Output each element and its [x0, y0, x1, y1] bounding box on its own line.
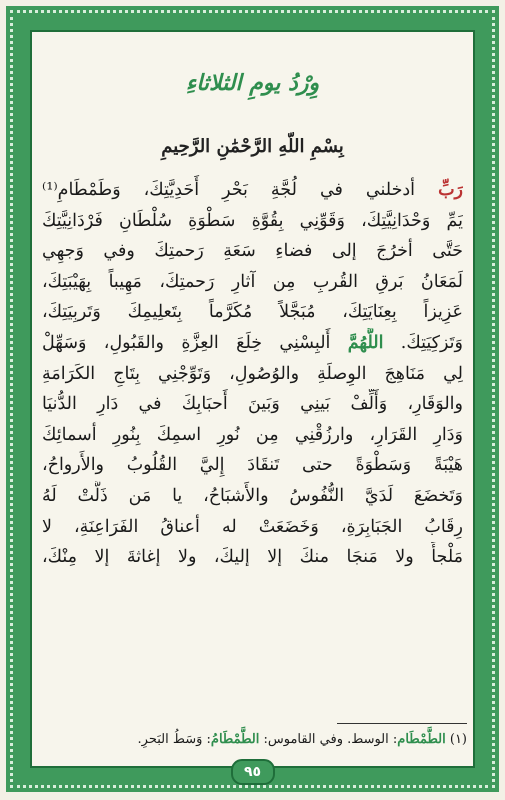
- text-line: [42, 297, 463, 328]
- text-line: [42, 481, 463, 512]
- footnote-term: الطَّمْطَام: [397, 732, 446, 747]
- text-line: [42, 389, 463, 420]
- text-line: [42, 359, 463, 390]
- highlighted-word: اللَّهُمَّ: [347, 332, 384, 353]
- footnote-text-2: : وَسَطُ البَحرِ.: [137, 732, 211, 747]
- footnote-term-2: الطَّمْطَامُ: [210, 732, 260, 747]
- text-line: [42, 267, 463, 298]
- page-content: [38, 38, 467, 756]
- text-segment: وَتَزكِيَتِكَ.: [383, 332, 463, 353]
- page-number: ٩٥: [231, 759, 275, 785]
- text-segment: وَدَارِ القَرَارِ، وارزُقْنِي مِن نُورِ اسمِكَ بِنُورِ أسمائِكَ: [42, 424, 463, 445]
- text-segment: يَمِّ وَحْدَانِيَّتِكَ، وَقَوِّنِي بِقُوَّةِ سَطْوَةِ سُلْطَانِ فَرْدَانِيَّتِكَ: [42, 210, 463, 231]
- text-segment: لَمَعَانُ بَرقِ القُربِ مِن آثارِ رَحمتِكَ، مَهِيباً بِهَيْبَتِكَ،: [42, 271, 463, 292]
- basmala: بِسْمِ اللّهِ الرَّحْمَٰنِ الرَّحِيمِ: [161, 136, 344, 157]
- text-segment: أَلبِسْنِي خِلَعَ العِزَّةِ والقَبُولِ، وَسَهِّلْ: [42, 332, 348, 353]
- page-title: وِرْدُ يومِ الثلاثاءِ: [185, 70, 320, 96]
- text-segment: والوَقَارِ، وَأَلِّفْ بَينِي وَبَينَ أَحبَابِكَ في دَارِ الدُّنيَا: [42, 394, 463, 415]
- text-segment: وَتَخضَعَ لَدَيَّ النُّفُوسُ والأَشبَاحُ، يا مَن ذَلَّتْ لَهُ: [42, 485, 463, 506]
- footnote-text: : الوسط. وفي القاموس:: [259, 732, 398, 747]
- text-line: [42, 175, 463, 206]
- text-line: [42, 450, 463, 481]
- text-segment: رِقَابُ الجَبَابِرَةِ، وَخَضَعَتْ له أعناقُ الفَرَاعِنَةِ، لا: [42, 516, 463, 537]
- text-segment: عَزِيزاً بِعِنَايَتِكَ، مُبَجَّلاً مُكَرَّماً بِتَعلِيمِكَ وَتَربِيَتِكَ،: [42, 302, 463, 323]
- text-segment: أدخلني في لُجَّةِ بَحْرِ أَحَدِيَّتِكَ، وَطَمْطَامِ⁽¹⁾: [42, 180, 439, 200]
- footnote: [38, 732, 467, 747]
- text-line: [42, 328, 463, 359]
- text-line: [42, 420, 463, 451]
- text-line: [42, 206, 463, 237]
- text-line: [42, 512, 463, 543]
- text-segment: هَيْبَةً وَسَطْوَةً حتى تَنقَادَ إِليَّ القُلُوبُ والأَرواحُ،: [42, 455, 463, 476]
- text-segment: مَلْجأَ ولا مَنجَا منكَ إلا إليكَ، ولا إغاثةَ إلا مِنْكَ،: [42, 547, 463, 568]
- text-segment: حَتَّى أخرُجَ إلى فضاءِ سَعَةِ رَحمتِكَ وفي وَجهِي: [42, 241, 463, 262]
- prayer-text: [38, 175, 467, 573]
- text-segment: لِي مَنَاهِجَ الوِصلَةِ والوُصُولِ، وَتَوِّجْنِي بِتَاجِ الكَرَامَةِ: [42, 363, 463, 384]
- footnote-divider: [337, 723, 467, 724]
- text-line: [42, 236, 463, 267]
- footnote-number: (١): [445, 732, 467, 747]
- text-line: [42, 542, 463, 573]
- highlighted-word: رَبِّ: [438, 180, 463, 200]
